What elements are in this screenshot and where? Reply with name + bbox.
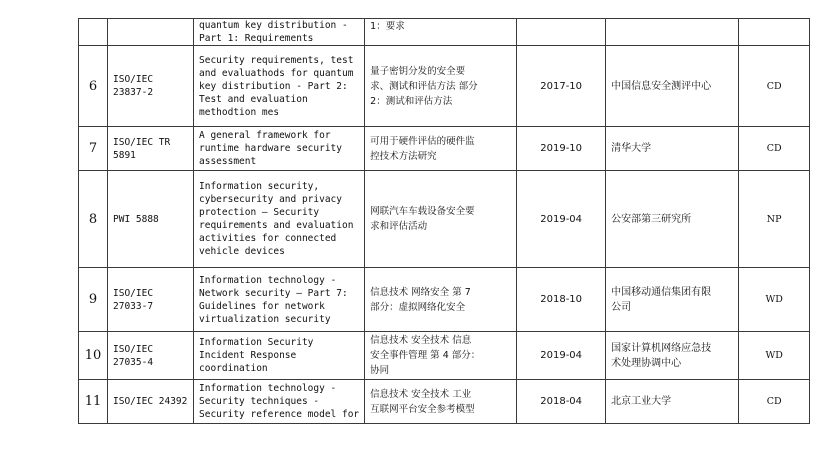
chinese-title-line: 可用于硬件评估的硬件监 — [370, 135, 475, 147]
table-row — [79, 171, 810, 268]
english-title — [194, 332, 365, 380]
english-title-line: Incident Response — [199, 350, 297, 361]
table-row — [79, 19, 810, 46]
standard-code — [108, 127, 194, 171]
table-row — [79, 127, 810, 171]
english-title-line: protection — Security — [199, 207, 320, 218]
chinese-title-line: 互联网平台安全参考模型 — [370, 403, 475, 415]
organization — [606, 332, 739, 380]
english-title-line: Security techniques - — [199, 396, 320, 407]
english-title-line: key distribution - Part 2: — [199, 80, 348, 92]
date: 2018-10 — [517, 268, 606, 332]
table-row — [79, 332, 810, 380]
english-title — [194, 171, 365, 268]
standard-code — [108, 332, 194, 380]
standard-code-line: ISO/IEC — [113, 287, 154, 299]
date: 2019-04 — [517, 332, 606, 380]
standard-code — [108, 380, 194, 424]
english-title-line: runtime hardware security — [199, 143, 342, 154]
status: CD — [739, 127, 810, 171]
status: WD — [739, 268, 810, 332]
status: CD — [739, 380, 810, 424]
standard-code-line: 5891 — [113, 149, 136, 161]
organization — [606, 268, 739, 332]
standard-code-line: ISO/IEC 24392 — [113, 396, 188, 407]
row-number — [79, 19, 108, 46]
status — [739, 19, 810, 46]
chinese-title — [365, 380, 517, 424]
organization — [606, 380, 739, 424]
english-title — [194, 380, 365, 424]
row-number: 9 — [79, 268, 108, 332]
date: 2019-04 — [517, 171, 606, 268]
english-title-line: vehicle devices — [199, 246, 285, 257]
standard-code-line: ISO/IEC — [113, 74, 154, 85]
english-title-line: Guidelines for network — [199, 300, 325, 312]
english-title-line: coordination — [199, 363, 268, 374]
chinese-title-line: 控技术方法研究 — [370, 150, 437, 162]
chinese-title-line: 求和评估活动 — [370, 221, 428, 232]
chinese-title-line: 信息技术 安全技术 信息 — [370, 335, 472, 346]
english-title — [194, 127, 365, 171]
table-body — [79, 19, 810, 424]
date: 2018-04 — [517, 380, 606, 424]
organization-line: 北京工业大学 — [611, 396, 672, 407]
chinese-title-line: 协同 — [370, 365, 390, 376]
row-number: 10 — [79, 332, 108, 380]
english-title-line: Information Security — [199, 337, 314, 348]
organization — [606, 46, 739, 127]
english-title-line: requirements and evaluation — [199, 220, 354, 231]
organization-line: 术处理协调中心 — [611, 357, 682, 369]
organization — [606, 19, 739, 46]
organization-line: 公司 — [611, 301, 632, 313]
chinese-title — [365, 19, 517, 46]
table-row — [79, 46, 810, 127]
english-title-line: assessment — [199, 156, 257, 167]
organization-line: 清华大学 — [611, 143, 652, 154]
english-title — [194, 46, 365, 127]
standard-code — [108, 171, 194, 268]
standard-code-line: 27033-7 — [113, 300, 154, 312]
organization-line: 公安部第三研究所 — [611, 213, 692, 225]
date: 2019-10 — [517, 127, 606, 171]
english-title-line: Part 1: Requirements — [199, 33, 314, 44]
date: 2017-10 — [517, 46, 606, 127]
english-title-line: cybersecurity and privacy — [199, 194, 342, 205]
chinese-title-line: 安全事件管理 第 4 部分： — [370, 350, 481, 361]
organization-line: 中国信息安全测评中心 — [611, 80, 712, 92]
standard-code — [108, 46, 194, 127]
row-number: 7 — [79, 127, 108, 171]
english-title-line: activities for connected — [199, 233, 337, 244]
english-title-line: methodtion mes — [199, 106, 280, 118]
row-number: 11 — [79, 380, 108, 424]
chinese-title-line: 部分：虚拟网络化安全 — [370, 301, 466, 313]
english-title-line: Information security, — [199, 181, 320, 192]
organization — [606, 127, 739, 171]
english-title-line: Network security — Part 7: — [199, 287, 348, 299]
standard-code-line: ISO/IEC TR — [113, 136, 171, 148]
english-title-line: Security reference model for — [199, 409, 360, 420]
row-number: 6 — [79, 46, 108, 127]
chinese-title-line: 网联汽车车载设备安全要 — [370, 206, 475, 217]
chinese-title-line: 信息技术 安全技术 工业 — [370, 388, 472, 400]
standard-code-line: 23837-2 — [113, 87, 154, 98]
standard-code — [108, 19, 194, 46]
organization — [606, 171, 739, 268]
chinese-title — [365, 46, 517, 127]
status: WD — [739, 332, 810, 380]
english-title — [194, 19, 365, 46]
status: CD — [739, 46, 810, 127]
english-title-line: Test and evaluation — [199, 93, 308, 105]
table-row — [79, 268, 810, 332]
date — [517, 19, 606, 46]
chinese-title-line: 量子密钥分发的安全要 — [370, 65, 466, 77]
standards-table — [78, 18, 810, 424]
english-title-line: Information technology - — [199, 383, 337, 394]
chinese-title-line: 1：要求 — [370, 21, 405, 32]
english-title — [194, 268, 365, 332]
standard-code-line: PWI 5888 — [113, 213, 159, 225]
standard-code — [108, 268, 194, 332]
standard-code-line: 27035-4 — [113, 356, 154, 368]
table-row — [79, 380, 810, 424]
chinese-title — [365, 268, 517, 332]
english-title-line: Information technology - — [199, 274, 337, 286]
english-title-line: quantum key distribution - — [199, 20, 348, 31]
chinese-title-line: 求、测试和评估方法 部分 — [370, 80, 478, 92]
organization-line: 国家计算机网络应急技 — [611, 342, 712, 354]
chinese-title — [365, 127, 517, 171]
english-title-line: Security requirements, test — [199, 54, 354, 66]
status: NP — [739, 171, 810, 268]
english-title-line: virtualization security — [199, 313, 331, 325]
row-number: 8 — [79, 171, 108, 268]
chinese-title-line: 信息技术 网络安全 第 7 — [370, 286, 471, 298]
chinese-title — [365, 171, 517, 268]
chinese-title — [365, 332, 517, 380]
english-title-line: A general framework for — [199, 130, 331, 141]
chinese-title-line: 2：测试和评估方法 — [370, 95, 453, 107]
english-title-line: and evaluathods for quantum — [199, 67, 354, 79]
organization-line: 中国移动通信集团有限 — [611, 286, 712, 298]
standard-code-line: ISO/IEC — [113, 343, 154, 355]
